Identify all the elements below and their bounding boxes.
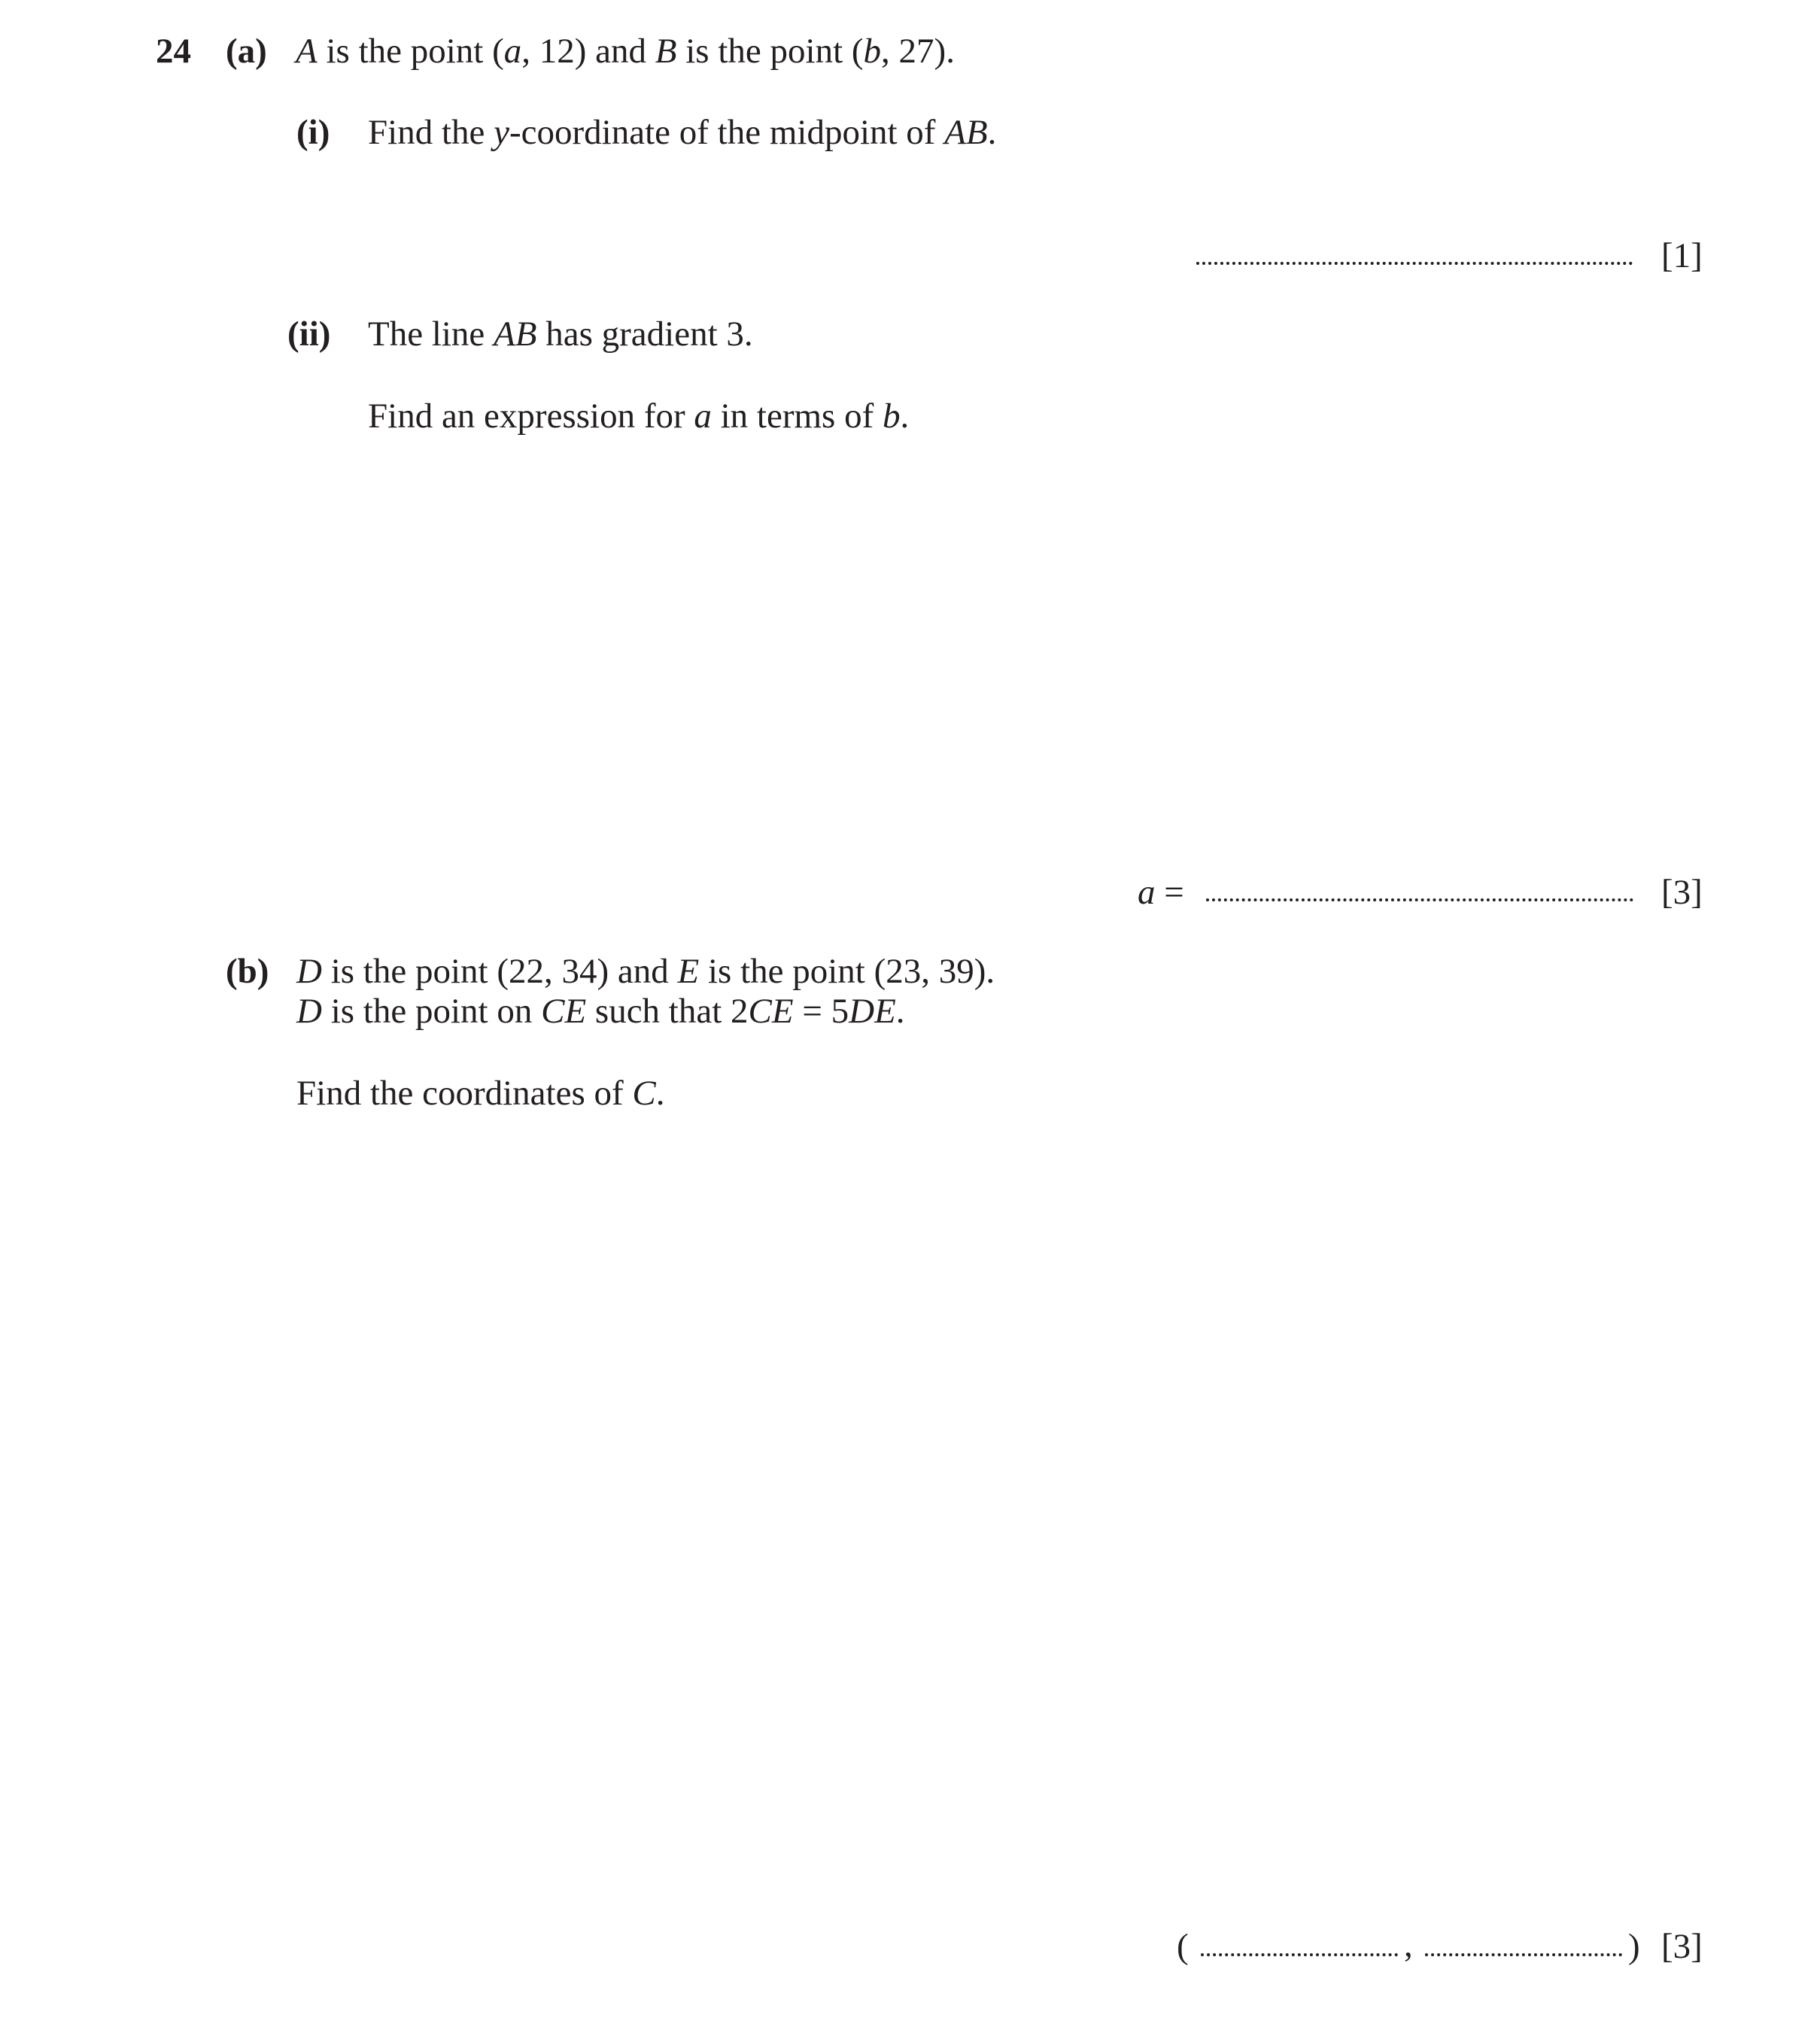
part-b-label: (b) bbox=[226, 952, 269, 991]
answer-line-ii[interactable] bbox=[1206, 876, 1633, 911]
marks-i: [1] bbox=[1661, 236, 1703, 275]
part-b-line3: Find the coordinates of C. bbox=[296, 1074, 665, 1113]
sub-ii-label: (ii) bbox=[287, 315, 331, 354]
answer-x-line[interactable] bbox=[1201, 1931, 1398, 1966]
answer-open-paren: ( bbox=[1177, 1927, 1189, 1966]
sub-ii-line2: Find an expression for a in terms of b. bbox=[368, 397, 910, 436]
answer-y-line[interactable] bbox=[1425, 1931, 1622, 1966]
answer-label-a: a = bbox=[1138, 873, 1184, 912]
part-b-line1: D is the point (22, 34) and E is the point (23, 39). bbox=[296, 952, 995, 991]
answer-close-paren: ) bbox=[1628, 1927, 1640, 1966]
part-a-label: (a) bbox=[226, 32, 267, 71]
answer-line-i[interactable] bbox=[1196, 239, 1633, 275]
marks-b: [3] bbox=[1661, 1927, 1703, 1966]
question-number: 24 bbox=[156, 32, 191, 71]
sub-ii-line1: The line AB has gradient 3. bbox=[368, 315, 753, 354]
marks-ii: [3] bbox=[1661, 873, 1703, 912]
sub-i-label: (i) bbox=[296, 113, 330, 152]
sub-i-text: Find the y-coordinate of the midpoint of AB. bbox=[368, 113, 997, 152]
answer-separator: , bbox=[1404, 1925, 1413, 1965]
part-b-line2: D is the point on CE such that 2CE = 5DE. bbox=[296, 992, 905, 1031]
part-a-stem: A is the point (a, 12) and B is the point (b, 27). bbox=[296, 32, 955, 71]
